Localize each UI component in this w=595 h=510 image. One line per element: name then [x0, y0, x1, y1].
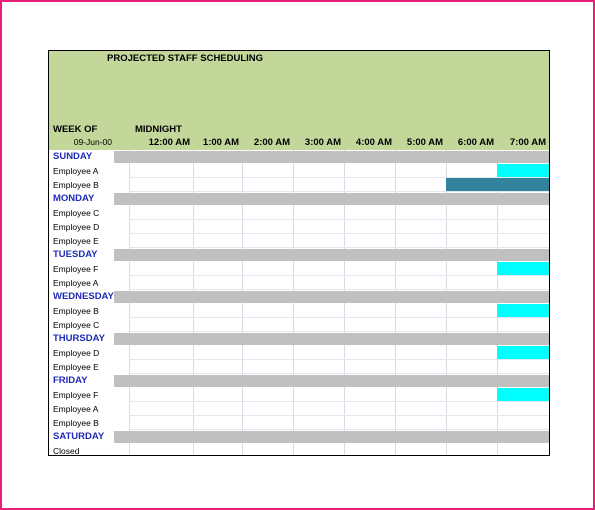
employee-label: Employee F	[53, 390, 99, 400]
day-separator-bar	[114, 431, 549, 443]
hour-header: 7:00 AM	[509, 137, 546, 148]
employee-label: Employee E	[53, 236, 99, 246]
employee-label: Employee B	[53, 306, 99, 316]
hour-header: 1:00 AM	[202, 137, 239, 148]
day-separator-bar	[114, 375, 549, 387]
employee-row[interactable]	[49, 318, 549, 332]
shift-block[interactable]	[497, 304, 549, 317]
employee-row[interactable]	[49, 388, 549, 402]
employee-row[interactable]	[49, 234, 549, 248]
hour-header: 3:00 AM	[304, 137, 341, 148]
day-row[interactable]	[49, 430, 549, 444]
day-row[interactable]	[49, 332, 549, 346]
day-row[interactable]	[49, 248, 549, 262]
hour-header: 4:00 AM	[355, 137, 392, 148]
employee-label: Employee B	[53, 180, 99, 190]
hour-header: 6:00 AM	[457, 137, 494, 148]
employee-label: Employee F	[53, 264, 99, 274]
employee-row[interactable]	[49, 304, 549, 318]
hour-header: 5:00 AM	[406, 137, 443, 148]
day-row[interactable]	[49, 192, 549, 206]
day-label: WEDNESDAY	[53, 291, 114, 302]
day-label: TUESDAY	[53, 249, 98, 260]
week-of-label: WEEK OF	[53, 124, 98, 135]
employee-row[interactable]	[49, 346, 549, 360]
day-label: SATURDAY	[53, 431, 105, 442]
day-separator-bar	[114, 333, 549, 345]
employee-label: Employee A	[53, 166, 99, 176]
employee-label: Employee A	[53, 278, 99, 288]
schedule-sheet	[48, 50, 550, 456]
day-row[interactable]	[49, 374, 549, 388]
employee-row[interactable]	[49, 206, 549, 220]
employee-row[interactable]	[49, 262, 549, 276]
employee-label: Employee A	[53, 404, 99, 414]
day-label: MONDAY	[53, 193, 95, 204]
employee-row[interactable]	[49, 360, 549, 374]
day-separator-bar	[114, 193, 549, 205]
employee-label: Employee C	[53, 208, 100, 218]
day-separator-bar	[114, 291, 549, 303]
shift-block[interactable]	[497, 388, 549, 401]
employee-label: Employee C	[53, 320, 100, 330]
employee-row[interactable]	[49, 416, 549, 430]
day-label: FRIDAY	[53, 375, 88, 386]
employee-row[interactable]	[49, 164, 549, 178]
day-row[interactable]	[49, 290, 549, 304]
employee-row[interactable]	[49, 178, 549, 192]
employee-row[interactable]	[49, 444, 549, 456]
day-separator-bar	[114, 249, 549, 261]
hour-header: 2:00 AM	[253, 137, 290, 148]
week-date[interactable]: 09-Jun-00	[73, 137, 112, 147]
day-separator-bar	[114, 151, 549, 163]
shift-block[interactable]	[497, 262, 549, 275]
hour-header: 12:00 AM	[148, 137, 190, 148]
midnight-label: MIDNIGHT	[135, 124, 182, 135]
employee-label: Employee B	[53, 418, 99, 428]
shift-block[interactable]	[446, 178, 549, 191]
sheet-title: PROJECTED STAFF SCHEDULING	[107, 53, 264, 64]
employee-label: Employee D	[53, 222, 100, 232]
employee-label: Employee E	[53, 362, 99, 372]
employee-row[interactable]	[49, 402, 549, 416]
day-label: SUNDAY	[53, 151, 93, 162]
day-label: THURSDAY	[53, 333, 105, 344]
employee-label: Employee D	[53, 348, 100, 358]
day-row[interactable]	[49, 150, 549, 164]
employee-label: Closed	[53, 446, 80, 456]
employee-row[interactable]	[49, 220, 549, 234]
employee-row[interactable]	[49, 276, 549, 290]
shift-block[interactable]	[497, 346, 549, 359]
sheet-header	[49, 51, 549, 150]
shift-block[interactable]	[497, 164, 549, 177]
